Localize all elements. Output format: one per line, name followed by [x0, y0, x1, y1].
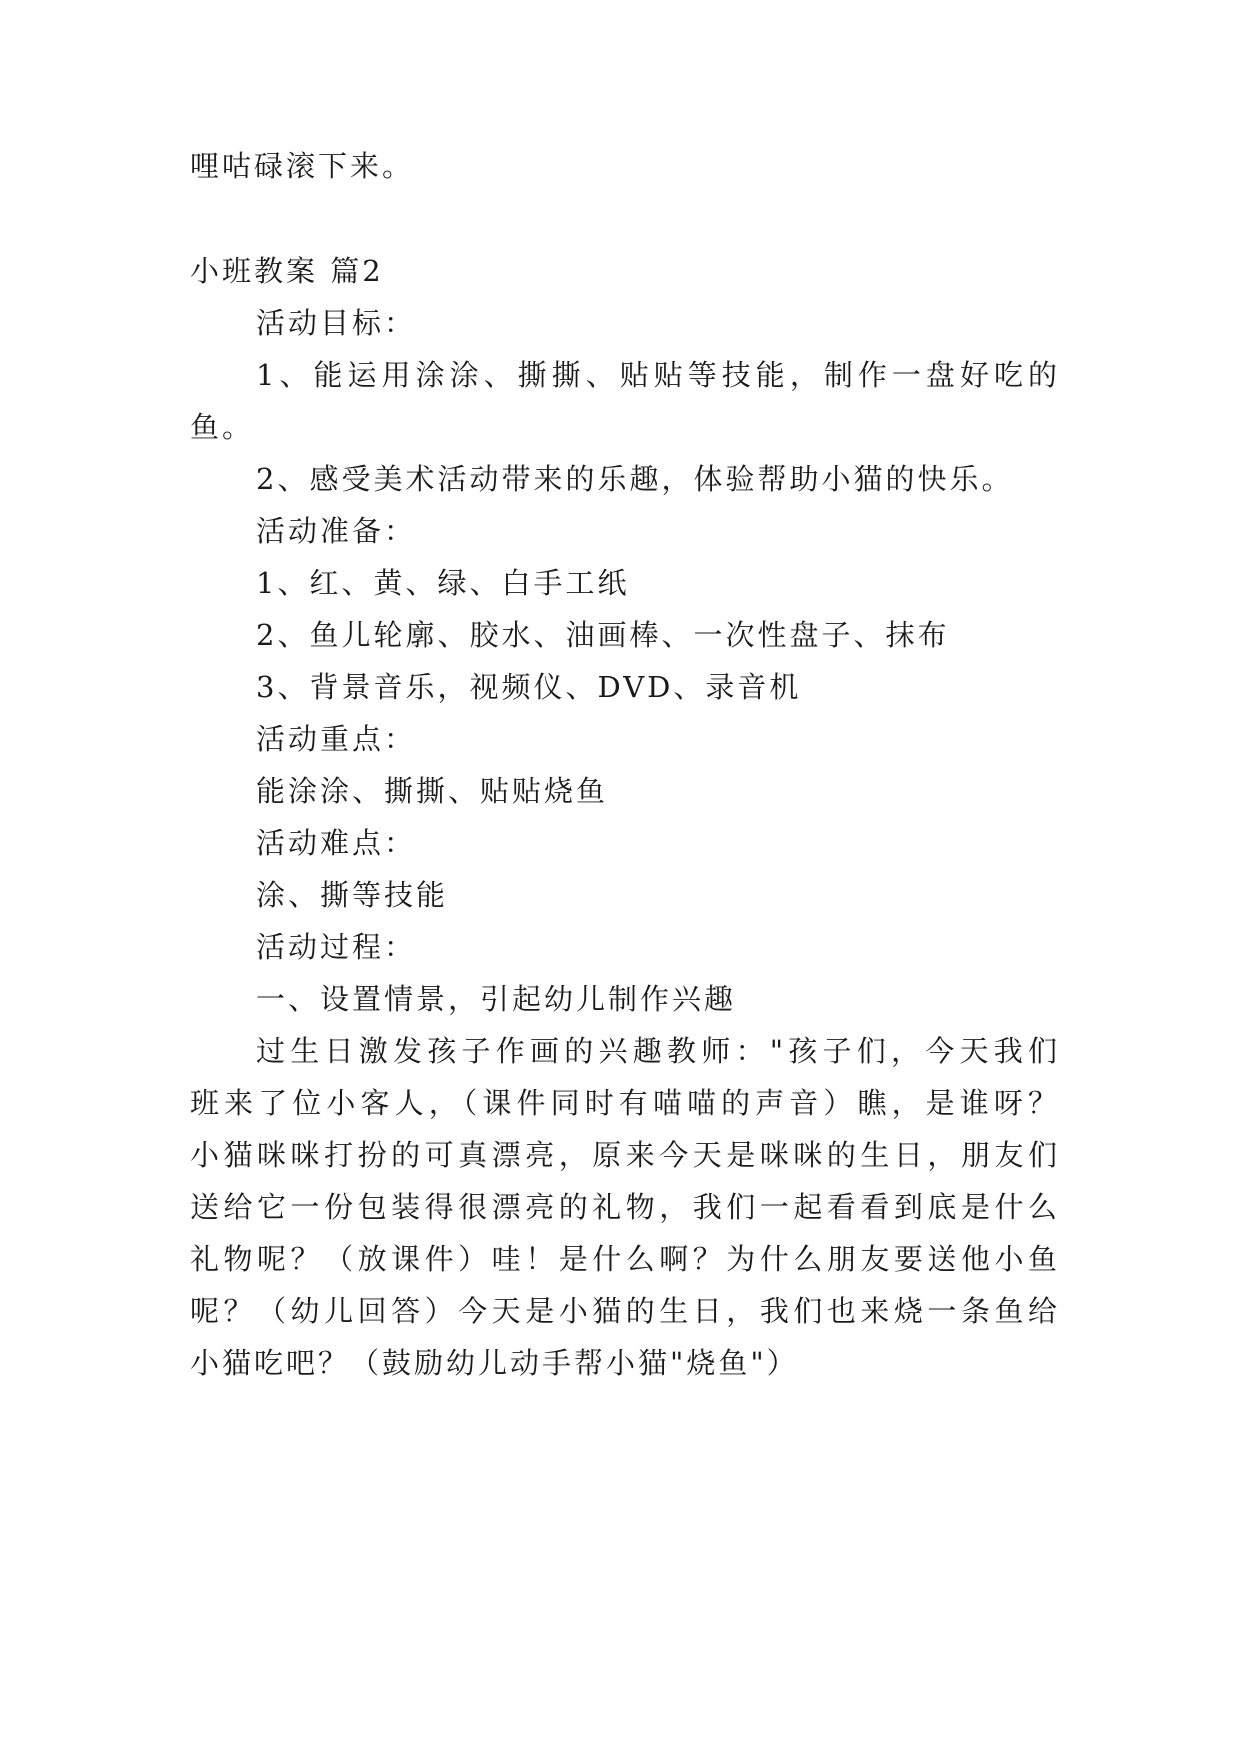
process-step-1-title: 一、设置情景，引起幼儿制作兴趣 [256, 982, 737, 1016]
heading-activity-process: 活动过程： [256, 930, 417, 964]
section-title: 小班教案 篇2 [190, 254, 384, 288]
process-paragraph-line-7: 小猫吃吧？（鼓励幼儿动手帮小猫"烧鱼"） [190, 1346, 799, 1380]
continuation-text: 哩咕碌滚下来。 [190, 149, 415, 183]
goal-item-1: 1、能运用涂涂、撕撕、贴贴等技能，制作一盘好吃的 [256, 358, 1060, 392]
process-paragraph-line-6: 呢？（幼儿回答）今天是小猫的生日，我们也来烧一条鱼给 [190, 1294, 1060, 1328]
key-points-text: 能涂涂、撕撕、贴贴烧鱼 [256, 774, 609, 808]
process-paragraph-line-5: 礼物呢？（放课件）哇！是什么啊？为什么朋友要送他小鱼 [190, 1242, 1060, 1276]
process-paragraph-line-1: 过生日激发孩子作画的兴趣教师："孩子们，今天我们 [256, 1034, 1060, 1068]
process-paragraph-line-2: 班来了位小客人，（课件同时有喵喵的声音）瞧，是谁呀？ [190, 1086, 1060, 1120]
preparation-item-3: 3、背景音乐，视频仪、DVD、录音机 [256, 670, 802, 704]
process-paragraph-line-4: 送给它一份包装得很漂亮的礼物，我们一起看看到底是什么 [190, 1190, 1060, 1224]
process-paragraph-line-3: 小猫咪咪打扮的可真漂亮，原来今天是咪咪的生日，朋友们 [190, 1138, 1060, 1172]
heading-key-points: 活动重点： [256, 722, 417, 756]
preparation-item-2: 2、鱼儿轮廓、胶水、油画棒、一次性盘子、抹布 [256, 618, 950, 652]
preparation-item-1: 1、红、黄、绿、白手工纸 [256, 566, 630, 600]
goal-item-2: 2、感受美术活动带来的乐趣，体验帮助小猫的快乐。 [256, 462, 1014, 496]
heading-difficult-points: 活动难点： [256, 826, 417, 860]
heading-activity-preparation: 活动准备： [256, 514, 417, 548]
difficult-points-text: 涂、撕等技能 [256, 878, 449, 912]
goal-item-1-continued: 鱼。 [190, 410, 255, 444]
heading-activity-goals: 活动目标： [256, 306, 417, 340]
